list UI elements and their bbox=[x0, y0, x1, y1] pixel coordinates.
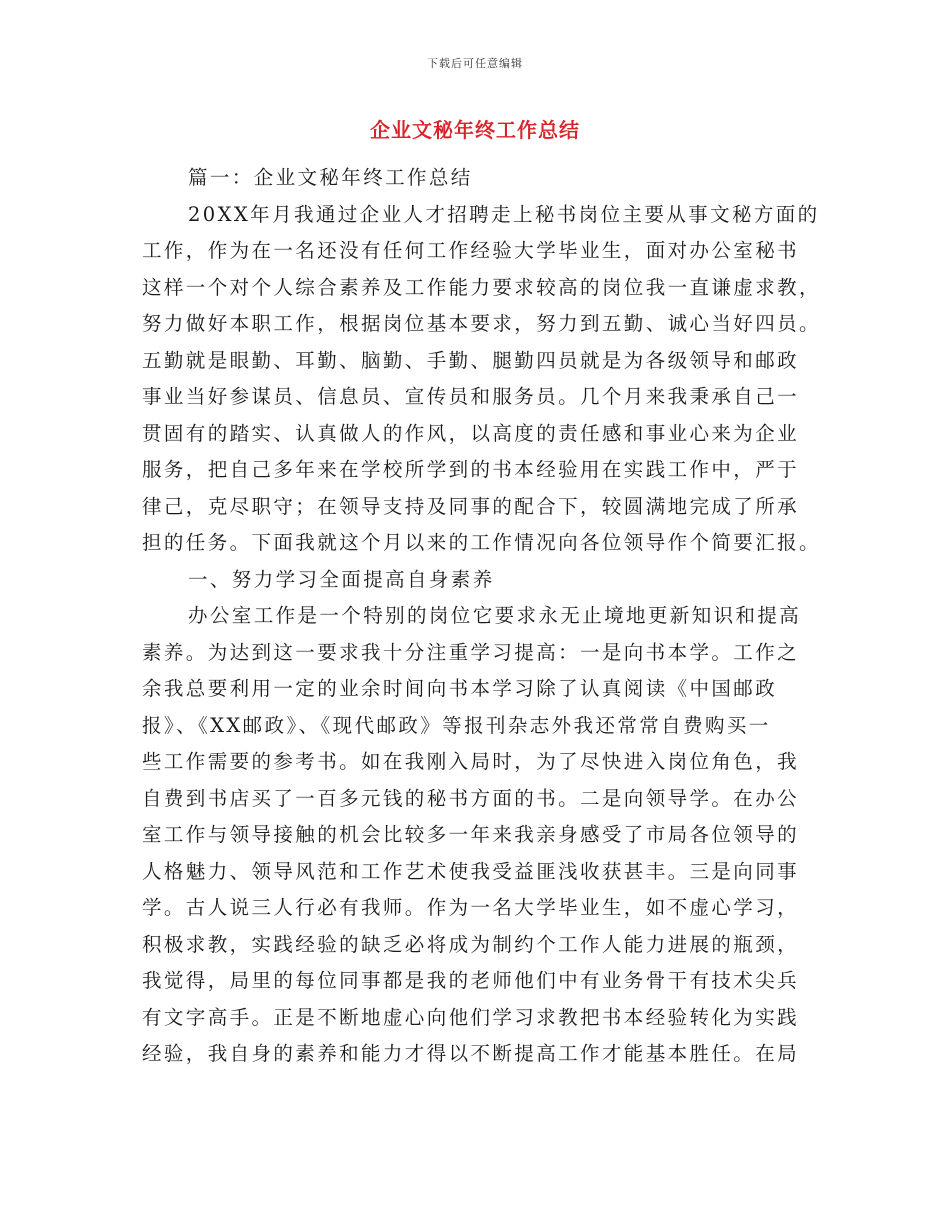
text-line: 积极求教，实践经验的缺乏必将成为制约个工作人能力进展的瓶颈， bbox=[142, 932, 800, 956]
text-line: 报》、《XX邮政》、《现代邮政》等报刊杂志外我还常常自费购买一 bbox=[142, 713, 771, 737]
text-line: 努力做好本职工作，根据岗位基本要求，努力到五勤、诚心当好四员。 bbox=[142, 312, 821, 335]
text-line: 学。古人说三人行必有我师。作为一名大学毕业生，如不虚心学习， bbox=[142, 896, 800, 919]
text-line: 律己，克尽职守；在领导支持及同事的配合下，较圆满地完成了所承 bbox=[142, 494, 800, 518]
text-line: 篇一：企业文秘年终工作总结 bbox=[188, 166, 473, 189]
text-line: 20XX年月我通过企业人才招聘走上秘书岗位主要从事文秘方面的 bbox=[188, 202, 820, 226]
text-line: 这样一个对个人综合素养及工作能力要求较高的岗位我一直谦虚求教， bbox=[142, 275, 821, 299]
text-line: 工作，作为在一名还没有任何工作经验大学毕业生，面对办公室秘书 bbox=[142, 239, 800, 262]
text-line: 余我总要利用一定的业余时间向书本学习除了认真阅读《中国邮政 bbox=[142, 677, 778, 700]
document-body bbox=[142, 160, 821, 1073]
text-line: 一、努力学习全面提高自身素养 bbox=[188, 567, 495, 591]
text-line: 经验，我自身的素养和能力才得以不断提高工作才能基本胜任。在局 bbox=[142, 1042, 800, 1065]
text-line: 办公室工作是一个特别的岗位它要求永无止境地更新知识和提高 bbox=[188, 604, 802, 627]
text-line: 人格魅力、领导风范和工作艺术使我受益匪浅收获甚丰。三是向同事 bbox=[142, 859, 800, 883]
text-line: 事业当好参谋员、信息员、宣传员和服务员。几个月来我秉承自己一 bbox=[142, 385, 800, 408]
text-line: 担的任务。下面我就这个月以来的工作情况向各位领导作个简要汇报。 bbox=[142, 531, 821, 554]
document-title: 企业文秘年终工作总结 bbox=[370, 118, 580, 142]
text-line: 五勤就是眼勤、耳勤、脑勤、手勤、腿勤四员就是为各级领导和邮政 bbox=[142, 348, 800, 372]
text-line: 我觉得，局里的每位同事都是我的老师他们中有业务骨干有技术尖兵 bbox=[142, 969, 800, 992]
text-line: 自费到书店买了一百多元钱的秘书方面的书。二是向领导学。在办公 bbox=[142, 786, 800, 810]
text-line: 有文字高手。正是不断地虚心向他们学习求教把书本经验转化为实践 bbox=[142, 1005, 800, 1029]
text-line: 室工作与领导接触的机会比较多一年来我亲身感受了市局各位领导的 bbox=[142, 823, 800, 846]
text-line: 贯固有的踏实、认真做人的作风，以高度的责任感和事业心来为企业 bbox=[142, 421, 800, 445]
header-note: 下载后可任意编辑 bbox=[427, 57, 523, 70]
text-line: 素养。为达到这一要求我十分注重学习提高：一是向书本学。工作之 bbox=[142, 640, 800, 664]
text-line: 些工作需要的参考书。如在我刚入局时，为了尽快进入岗位角色，我 bbox=[142, 750, 800, 773]
text-line: 服务，把自己多年来在学校所学到的书本经验用在实践工作中，严于 bbox=[142, 458, 800, 481]
